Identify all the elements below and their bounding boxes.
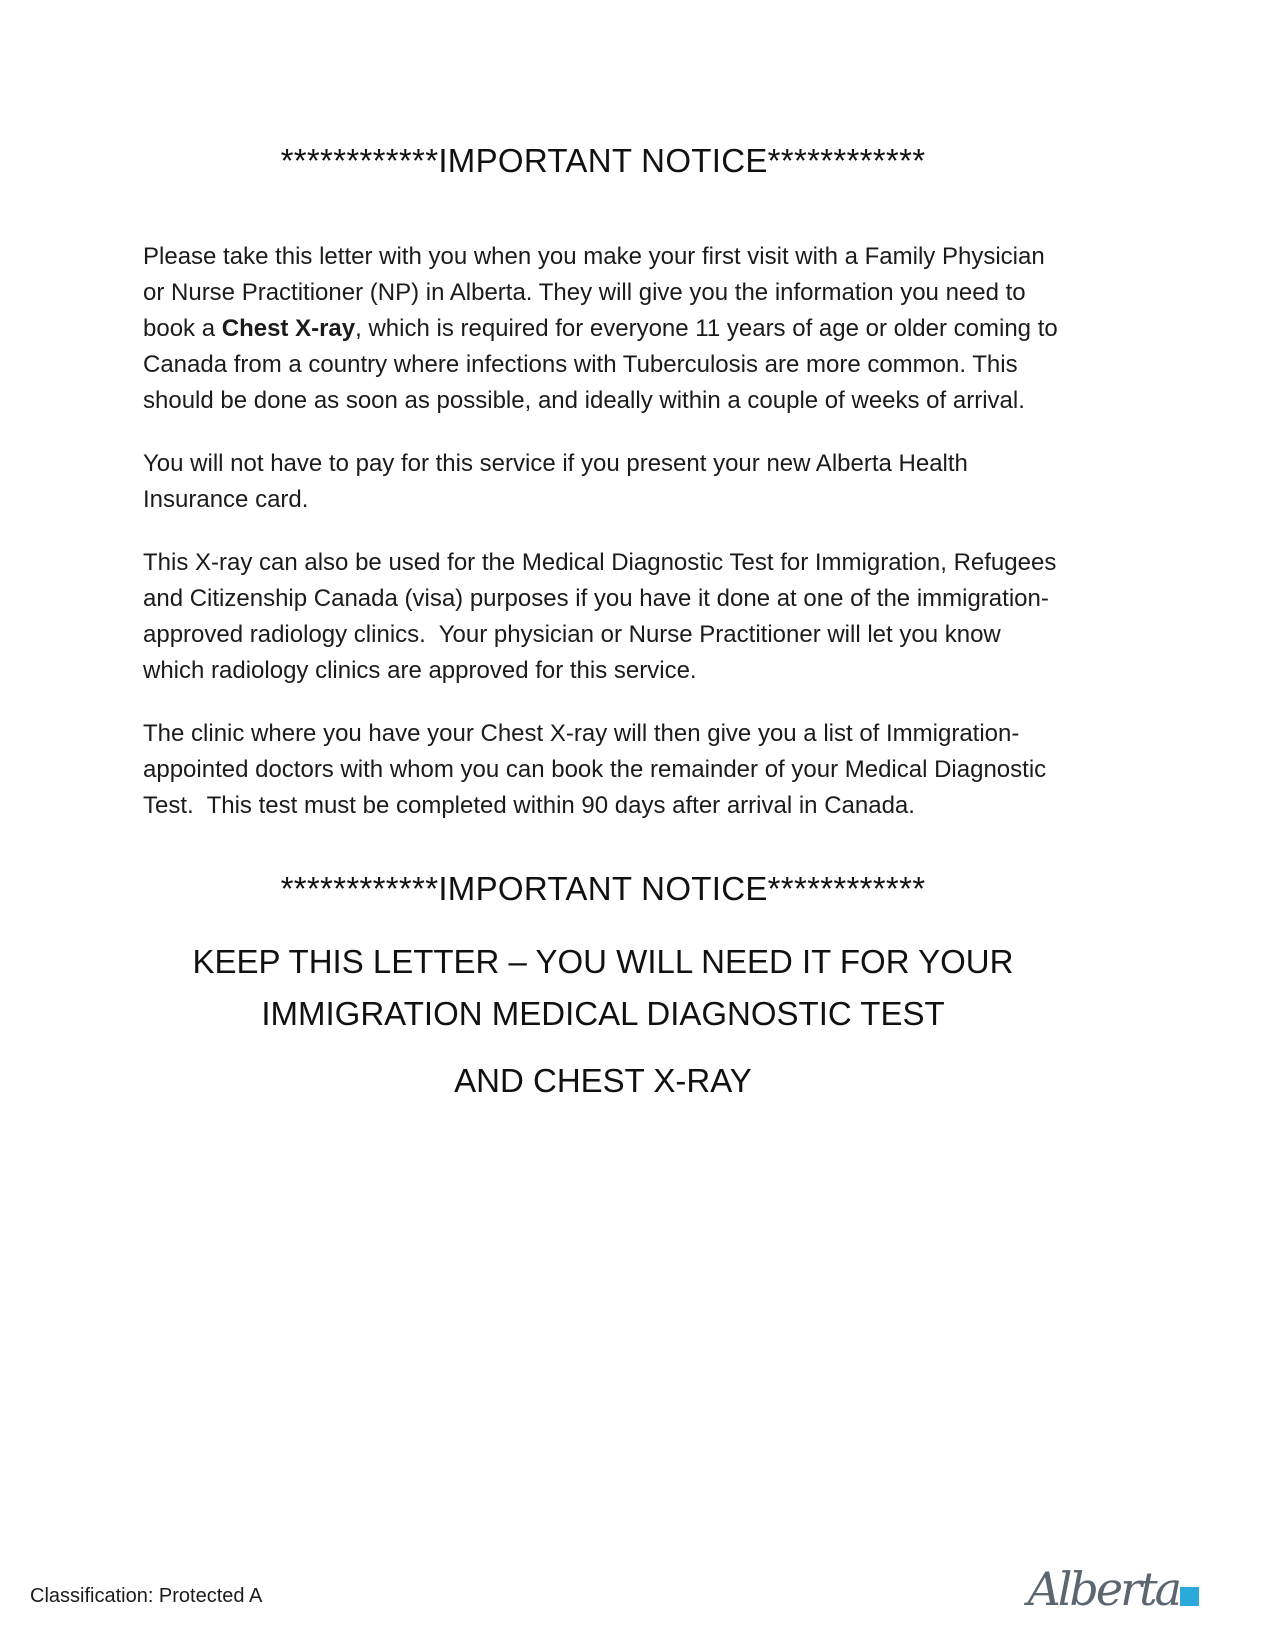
paragraph-first-visit-rest: , which is required for everyone 11 years of age or older coming to Canada from a country where infections with Tuberculosis are more common. This should be done as soon as possible, and ideally within a couple of weeks of arrival. xyxy=(143,315,1065,415)
letter-content xyxy=(143,140,1063,1101)
keep-letter-heading xyxy=(143,936,1063,1040)
keep-letter-heading-line1: KEEP THIS LETTER – YOU WILL NEED IT FOR YOUR xyxy=(192,942,1014,980)
important-notice-header-bottom: ************IMPORTANT NOTICE************ xyxy=(280,870,926,908)
alberta-logo-square-icon xyxy=(1180,1587,1199,1606)
alberta-wordmark-text: Alberta xyxy=(1027,1562,1179,1616)
paragraph-first-visit-text: Please take this letter with you when you make your first visit with a Family Physician or Nurse Practitioner (NP) in Alberta. They will give you the information you need to book a xyxy=(143,243,1052,343)
letter-body xyxy=(143,239,1063,824)
chest-xray-heading: AND CHEST X-RAY xyxy=(454,1061,752,1099)
alberta-government-logo xyxy=(1028,1562,1200,1616)
paragraph-clinic-list: The clinic where you have your Chest X-ray will then give you a list of Immigration-appointed doctors with whom you can book the remainder of your Medical Diagnostic Test. This test must be completed within 90 days after arrival in Canada. xyxy=(143,720,1053,820)
paragraph-no-payment: You will not have to pay for this service if you present your new Alberta Health Insurance card. xyxy=(143,450,975,514)
classification-label: Classification: Protected A xyxy=(30,1585,263,1607)
keep-letter-heading-line2: IMMIGRATION MEDICAL DIAGNOSTIC TEST xyxy=(261,994,945,1032)
important-notice-header-top: ************IMPORTANT NOTICE************ xyxy=(280,142,926,179)
paragraph-first-visit xyxy=(143,239,1063,419)
chest-xray-bold-text: Chest X-ray xyxy=(221,315,356,343)
paragraph-visa-purposes: This X-ray can also be used for the Medical Diagnostic Test for Immigration, Refugees and Citizenship Canada (visa) purposes if you have it done at one of the immigration-approved radiology clinics. Your physician or Nurse Practitioner will let you know which radiology clinics are approved for this service. xyxy=(143,549,1063,685)
